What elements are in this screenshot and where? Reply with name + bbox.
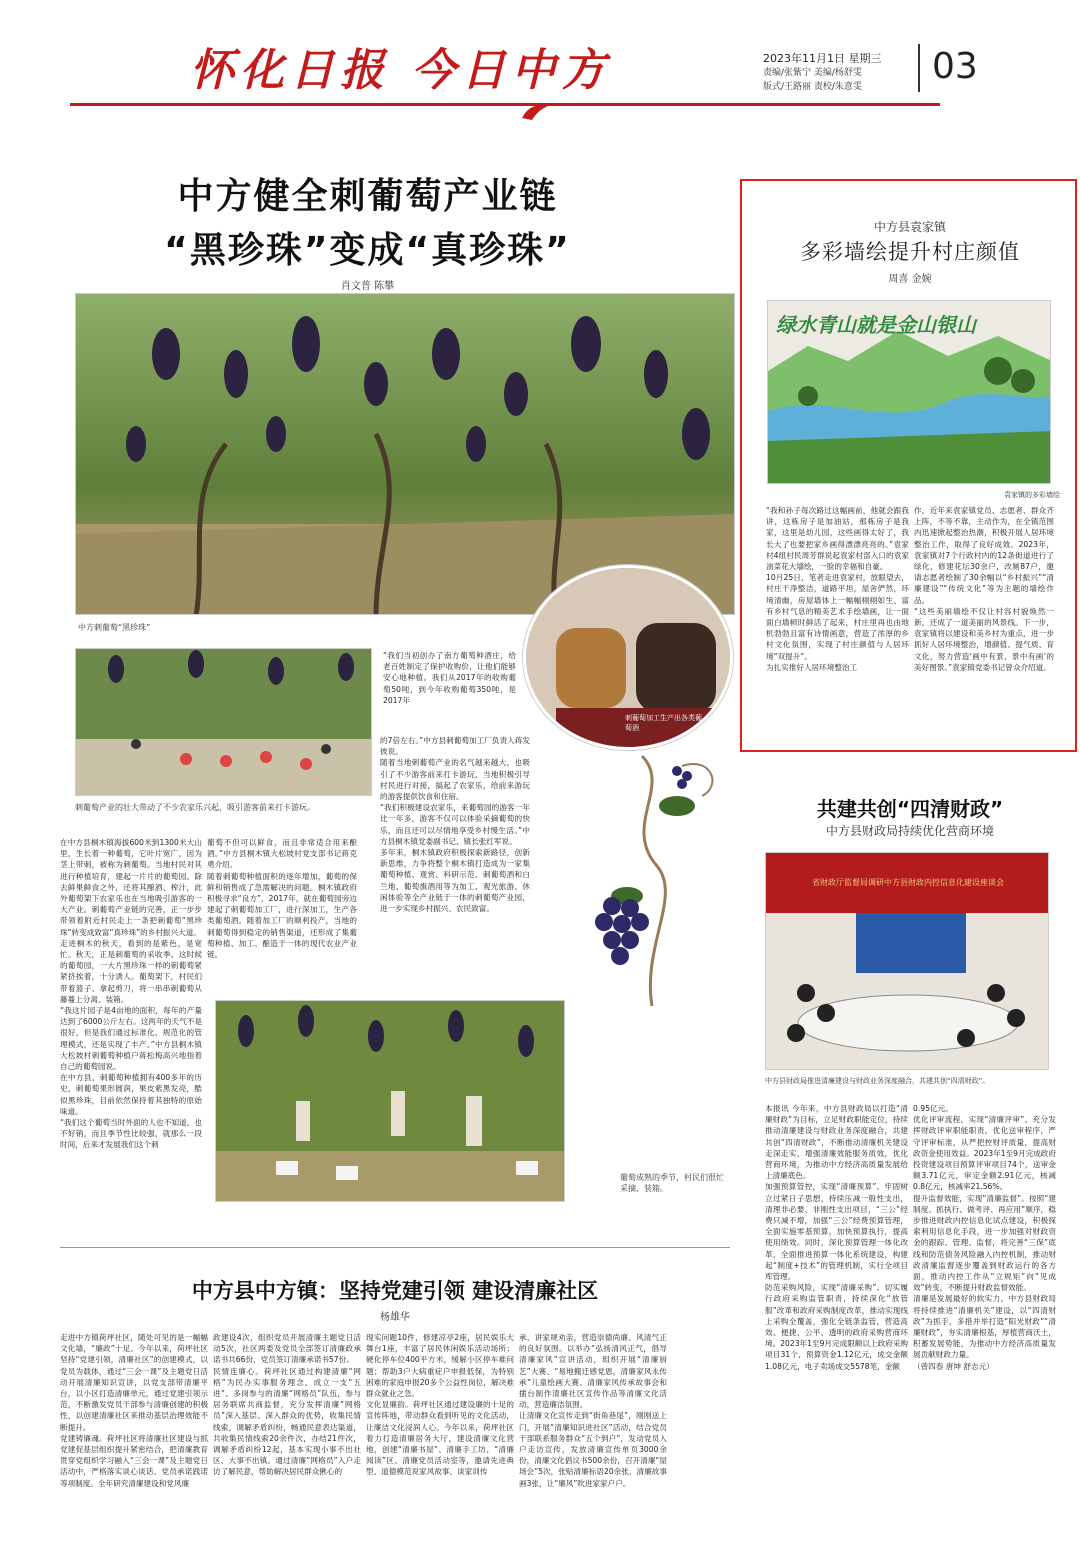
finance-subtitle: 中方县财政局持续优化营商环境 bbox=[825, 824, 994, 838]
sidebar-col2: 作，近年来袁家镇党员、志愿者、群众齐上阵，不等不靠，主动作为，在全镇范围内迅速掀起整治热潮，积极开展人居环境整治工作，取得了良好成效。2023年，袁家镇对7个行政村内的12条街道进行了绿化，修建花坛30余户，改厕87户，邀请志愿者绘制了30余幅以“乡村振兴”“清廉建设”“传统文化”等为主题的墙绘作品。 “这些美丽墙绘不仅让村容村貌焕然一新，还成了一道美丽的风景线。下一步，袁家镇将以建设和美乡村为重点，进一步抓好人居环境整治，增颜值、提气质、育文化，努力营造‘画中有景、景中有画’的美好图景。”袁家镇党委书记曾众介绍道。 bbox=[914, 506, 1054, 672]
lead-col3b bbox=[380, 735, 530, 980]
visitors-photo bbox=[75, 648, 372, 796]
community-col2: 政建设4次，组织党员开展清廉主题党日活动5次，社区两委及党员全部签订清廉政承诺书共66份，党员签订清廉承诺书57份。 民情连廉心。荷坪社区通过构建清廉“网格”为民办实事服务理念，成立一支“五进”、多岗参与的清廉“网格员”队伍，参与居务联席共商监督，充分发挥清廉“网格员”深入基层、深入群众的优势，收集民情线索，调解矛盾纠纷，畅通民意表达渠道，共收集民情线索20余件次，办结21件次，调解矛盾纠纷12起，基本实现小事不出社区、大事不出镇。通过清廉“网格员”入户走访了解民意，帮助解决居民群众揪心的 bbox=[213, 1333, 361, 1477]
page-number: 03 bbox=[932, 46, 978, 87]
meeting-banner: 省财政厅监督局调研中方县财政内控信息化建设座谈会 bbox=[812, 878, 1004, 887]
photo4-caption: 葡萄成熟的季节，村民们很忙采摘、装箱。 bbox=[620, 1173, 724, 1193]
community-col1: 走进中方镇荷坪社区，随处可见的是一幅幅文化墙，“廉政”十足。今年以来，荷坪社区坚持“党建引领，清廉社区”的创建模式，以党员为载体，通过“三会一课”及主题党日活动开展清廉知识宣讲，以党支部带清廉平台，以小区打造清廉单元，通过党建引领示范，不断激发党员干部参与清廉创建的积极性，以创建清廉社区来推动基层治理效能不断提升。 党建铸廉魂。荷坪社区将清廉社区建设与抓党建促基层组织提升紧密结合，把清廉教育贯穿党组织学习融入“三会一课”及主题党日活动中，严格落实谈心谈话、党员承诺践诺等项制度。全年研究清廉建设和党风廉 bbox=[60, 1333, 208, 1488]
community-col4: 承、讲家规劝亲，营造崇德尚廉、风清气正的良好氛围。以举办“弘扬清风正气，倡导清廉家风”宣讲活动，组织开展“清廉厨艺”大赛、“易地搬迁感党恩，清廉家风永传承”儿童绘画大赛、清廉家风传承故事会和擂台制作清廉社区宣传作品等清廉文化活动，营造廉洁氛围。 让清廉文化宣传走到“街角巷尾”，刚刚送上门，开展“清廉知识进社区”活动，结合党员干部联系服务群众“五个到户”，发动党员入户走访宣传，发放清廉宣传单页3000余份，清廉文化倡议书500余份，召开清廉“屋场会”5次，张贴清廉标语20余张，清廉故事画3张，让“廉风”吹进家家户户。 bbox=[519, 1333, 667, 1488]
sidebar-kicker: 中方县袁家镇 bbox=[873, 220, 946, 234]
editor-line-1: 责编/张紫宁 美编/杨舒雯 bbox=[763, 68, 862, 78]
grape-vine-illustration bbox=[582, 746, 732, 1016]
page-number-divider bbox=[918, 44, 920, 92]
photo1-caption: 中方刺葡萄“黑珍珠” bbox=[78, 623, 151, 632]
finance-col2: 0.95亿元。 优化评审流程，实现“清廉评审”。充分发挥财政评审职能职责，优化送审程序，严守评审标准，从严把控财评质量，提高财政资金使用效益。2023年1至9月完成政府投资建设项目预算评审项目74个，送审金额3.71亿元，审定金额2.91亿元，核减0.8亿元，核减率21.56%。 提升监督效能，实现“清廉监督”。按照“建制度、抓执行、做考评、再应用”顺序，稳步推进财政内控信息化试点建设，积极探索利用信息化手段，进一步加强对财政资金的跟踪、管理、监督，将完善“三保”底线和防范债务风险融入内控机制，推动财政清廉监督逐步覆盖到财政运行的各方面，推动内控工作从“立规矩”向“见成效”转变，不断提升财政监督效能。 清廉是发展最好的软实力，中方县财政局将持续推进“清廉机关”建设，以“四清财政”为抓手，多措并举打造“阳光财政”“清廉财政”，夯实清廉根基，厚植营商沃土，积蓄发展势能，为推动中方经济高质量发展贡献财政力量。 （曾四春 唐坤 舒志元） bbox=[913, 1104, 1056, 1371]
finance-title: 共建共创“四清财政” bbox=[816, 797, 1004, 821]
finance-col1: 本报讯 今年来，中方县财政局以打造“清廉财政”为目标，立足财政职能定位，持续推动清廉建设与财政业务深度融合，共建共创“四清财政”，不断推动清廉机关建设走深走实，增强清廉效能服务质效，优化营商环境，为推动中方经济高质量发展给上清廉底色。 加强预算管控，实现“清廉预算”。牢固树立过紧日子思想，持续压减一般性支出，清理非必要、非刚性支出项目，“三公”经费只减不增，加强“三公”经费预算管理，全面实施零基预算，加快预算执行，提高使用绩效。同时，深化预算管理一体化改革，全面推进预算一体化系统建设，构建起“制度+技术”的管理机制，实行全项目库管理。 防范采购风险，实现“清廉采购”。切实履行政府采购监管职责，持续深化“放管服”改革和政府采购制度改革，推动实现线上采购全覆盖，强化全链条监管，营造高效、便捷、公平、透明的政府采购营商环境。2023年1至9月完成限额以上政府采购项目31个，预算资金1.12亿元，成交金额1.08亿元，电子卖场成交5578笔，金额 bbox=[765, 1104, 908, 1371]
sidebar-title: 多彩墙绘提升村庄颜值 bbox=[800, 240, 1020, 264]
meeting-photo bbox=[765, 852, 1049, 1070]
section-rule bbox=[60, 1247, 730, 1248]
lead-col3-continued: 的7倍左右。”中方县刺葡萄加工厂负责人蒋发彼说。 随着当地刺葡萄产业的名气越来越大，也吸引了不少游客前来打卡游玩，当地积极引导村民进行对接，搞起了农家乐，给前来游玩的游客提供饮食和住宿。 “我们积极建设农家乐，来葡萄园的游客一年比一年多，游客不仅可以体验采摘葡萄的快乐，而且还可以尽情地享受乡村慢生活。”中方县桐木镇党委副书记、镇长张红军说。 多年来，桐木镇政府积极探索新路径，创新新思维，力争将整个桐木镇打造成为一家集葡萄种植、观赏、科研示范、刺葡萄酒和白兰地、葡萄旗酒用等为加工、观光旅游、休闲体验等全产业链于一体的刺葡萄产业园，进一步实现乡村振兴、农民致富。 bbox=[380, 736, 530, 914]
masthead-rule bbox=[70, 103, 940, 106]
newspaper-masthead: 怀化日报 今日中方 bbox=[190, 45, 612, 96]
editor-credits bbox=[763, 66, 913, 94]
sidebar-col1: “我和孙子每次路过这幅画前，他就会跟我讲，这栋房子是加油站，那栋房子是我家，这里是幼儿园，这些画得太好了，我长大了也要把家乡画得漂漂亮亮的。”袁家村4组村民周芳群说起袁家村部入口的袁家油菜花大墙绘，一脸的幸福和自豪。 10月25日，笔者走进袁家村，放眼望去，村庄干净整洁，道路平坦，屋舍俨然，环境清幽，房屋墙体上一幅幅栩栩如生、富有乡村气息的精美艺术手绘墙画，让一面面白墙顿时鲜活了起来，村庄里再也由地机勃勃且富有诗情画意，营造了浓厚的乡村文化氛围，实现了村庄颜值与人居环境“双提升”。 为扎实推好人居环境整治工 bbox=[766, 506, 909, 672]
photo3-caption: 刺葡萄加工生产出各类葡萄酒 bbox=[625, 714, 702, 732]
community-col3: 现实问题10件，修建凉亭2座，居民娱乐大舞台1座，丰富了居民休闲娱乐活动场所；硬化停车位400平方米，缓解小区停车难问题；帮助3户大病重症户申报低保，为特别困难的家庭申报20多个公益性岗位，解决难群众就业之急。 文化显廉韵。荷坪社区通过建设廉的十足的宣传阵地，带动群众看到听见的文化活动，让廉洁文化浸润人心。今年以来，荷坪社区着力打造清廉居务大厅，建设清廉文化营地，创建“清廉书屋”、清廉手工坊、“清廉阅读”区、清廉党员活动室等，邀请先进典型、道德模范说家风故事、谈家训传 bbox=[366, 1333, 514, 1477]
masthead-swoosh-icon bbox=[520, 100, 550, 122]
lead-col3-text: “我们当初创办了南方葡萄种酒庄，给老百姓制定了保护收购价，让他们能够安心地种植。我们从2017年的收购葡萄50吨，到今年收购葡萄350吨，是2017年 bbox=[383, 651, 516, 705]
grape-pickers-photo bbox=[215, 1000, 565, 1202]
community-byline: 杨雄华 bbox=[380, 1312, 410, 1323]
lead-byline: 肖文普 陈攀 bbox=[340, 281, 395, 292]
lead-title-line2: “黑珍珠”变成“真珍珠” bbox=[164, 230, 571, 271]
mural-slogan: 绿水青山就是金山银山 bbox=[776, 313, 976, 337]
photo2-caption: 刺葡萄产业的壮大带动了不少农家乐兴起，吸引游客前来打卡游玩。 bbox=[75, 803, 315, 812]
editor-line-2: 版式/王路丽 责校/朱意雯 bbox=[763, 82, 862, 92]
issue-date: 2023年11月1日 星期三 bbox=[763, 52, 882, 65]
community-title: 中方县中方镇：坚持党建引领 建设清廉社区 bbox=[191, 1279, 599, 1303]
mural-caption: 袁家镇的多彩墙绘 bbox=[1004, 491, 1060, 499]
meeting-caption: 中方县财政局推进清廉建设与财政业务深度融合，共建共创“四清财政”。 bbox=[765, 1077, 990, 1085]
sidebar-byline: 周喜 金婉 bbox=[888, 274, 932, 285]
mural-photo bbox=[767, 300, 1051, 484]
lead-col2: 葡萄不但可以鲜食，而且非常适合用来酿酒。”中方县桐木镇大松坡村党支部书记蒋克勇介绍。 随着刺葡萄种植面积的逐年增加，葡萄的保鲜和销售成了急需解决的问题。桐木镇政府积极寻求“良方”，2017年，就在葡萄园旁边建起了刺葡萄加工厂，进行深加工，生产各类葡萄酒。随着加工厂的顺利投产，当地的刺葡萄得到稳定的销售渠道，还形成了集葡萄种植、加工、酿造于一体的现代农业产业链。 bbox=[207, 838, 357, 960]
lead-title-line1: 中方健全刺葡萄产业链 bbox=[177, 176, 558, 217]
lead-col1: 在中方县桐木镇海拔600米到1300米大山里，生长着一种葡萄，它叶片宽广，因为茎上带刺，被称为刺葡萄。当地村民对其进行种植培育，建起一片片的葡萄园。除去鲜果鲜食之外，还将其酿酒、榨汁，此外葡萄架下农家乐也在当地吸引游客的一大产业。刺葡萄产业链的完善，正一步步带领着附近村民走上一条把刺葡萄“黑珍珠”转变成致富“真珍珠”的乡村振兴大道。 走进桐木的秋天，看到的是紫色，是宽忙。秋天，正是刺葡萄的采收季。这时候的葡萄园，一大片黑珍珠一样的刺葡萄紧紧挤挨着，十分诱人。葡萄架下，村民们带着篮子、拿起剪刀，将一串串刺葡萄从藤蔓上分离、装箱。 “我这片园子是4亩地的面积，每年的产量达到了6000公斤左右。这两年的天气不是很好，但是我们通过标准化、规范化的管理模式，还是实现了丰产。”中方县桐木镇大松坡村刺葡萄种植户蒋松梅高兴地指着自己的葡萄园说。 在中方县，刺葡萄种植拥有400多年的历史，刺葡萄果形圆润，果皮紫黑发亮，酷似黑珍珠，目前依然保持着其独特的原始味道。 “我们这个葡萄当时外面的人也不知道，也不好销，而且季节性比较强，就那么一段时间，后来才发展我们这个刺 bbox=[60, 838, 202, 1150]
lead-col3a bbox=[383, 650, 516, 730]
